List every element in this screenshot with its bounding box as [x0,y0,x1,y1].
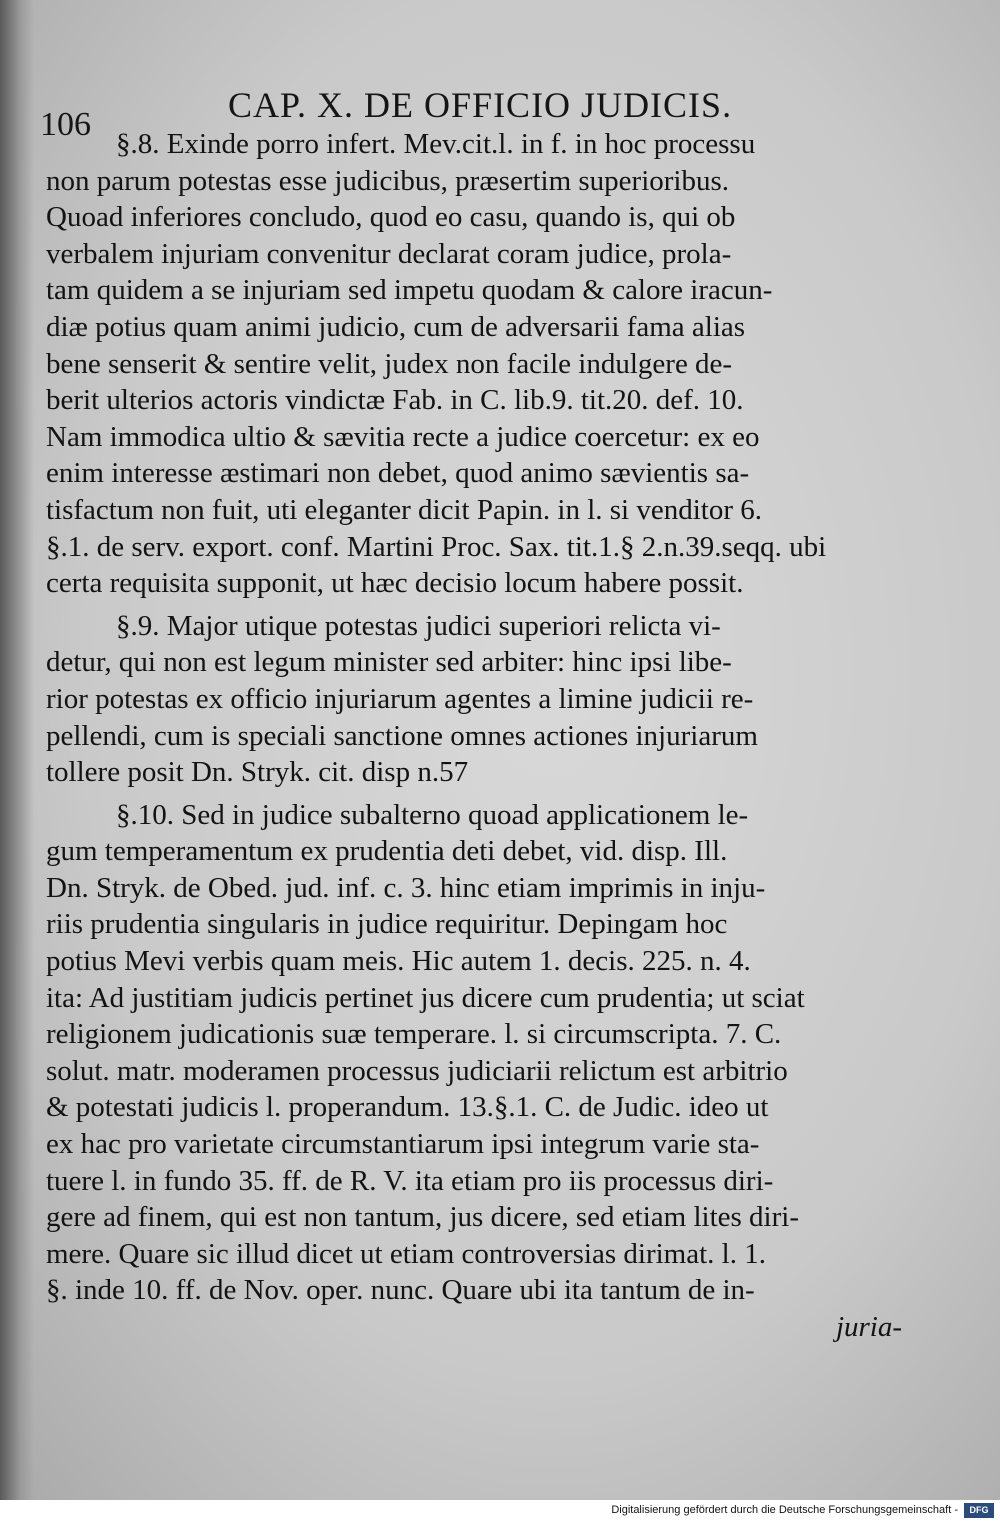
text-line: solut. matr. moderamen processus judiciarii relictum est arbitrio [46,1054,788,1087]
text-line: ita: Ad justitiam judicis pertinet jus dicere cum prudentia; ut sciat [46,981,805,1014]
text-line: ex hac pro varietate circumstantiarum ipsi integrum varie sta- [46,1128,760,1161]
text-line: tollere posit Dn. Stryk. cit. disp n.57 [46,756,469,789]
catchword: juria- [835,1311,902,1343]
text-line: §.10. Sed in judice subalterno quoad applicationem le- [116,798,749,831]
text-line: §.9. Major utique potestas judici superiori relicta vi- [116,609,721,642]
text-line: Nam immodica ultio & sævitia recte a judice coercetur: ex eo [46,420,760,453]
page-number: 106 [40,106,91,143]
text-line: gum temperamentum ex prudentia deti debet, vid. disp. Ill. [46,835,728,868]
dfg-logo-icon: DFG [964,1503,994,1518]
text-line: Quoad inferiores concludo, quod eo casu, quando is, qui ob [46,201,736,234]
text-line: verbalem injuriam convenitur declarat coram judice, prola- [46,237,732,270]
text-line: berit ulterios actoris vindictæ Fab. in C. lib.9. tit.20. def. 10. [46,384,744,417]
digitization-footer [0,1500,1000,1523]
footer-credit: Digitalisierung gefördert durch die Deutsche Forschungsgemeinschaft - [611,1504,958,1516]
text-line: §.1. de serv. export. conf. Martini Proc. Sax. tit.1.§ 2.n.39.seqq. ubi [46,530,827,563]
text-line: §. inde 10. ff. de Nov. oper. nunc. Quare ubi ita tantum de in- [46,1274,755,1307]
text-line: Dn. Stryk. de Obed. jud. inf. c. 3. hinc etiam imprimis in inju- [46,871,766,904]
text-line: mere. Quare sic illud dicet ut etiam controversias dirimat. l. 1. [46,1237,766,1270]
body-text [46,126,908,1346]
text-line: rior potestas ex officio injuriarum agentes a limine judicii re- [46,682,754,715]
text-line: tisfactum non fuit, uti eleganter dicit Papin. in l. si venditor 6. [46,493,763,526]
text-line: gere ad finem, qui est non tantum, jus dicere, sed etiam lites diri- [46,1201,799,1234]
text-line: & potestati judicis l. properandum. 13.§.1. C. de Judic. ideo ut [46,1091,769,1124]
text-line: diæ potius quam animi judicio, cum de adversarii fama alias [46,310,746,343]
text-line: tam quidem a se injuriam sed impetu quodam & calore iracun- [46,274,773,307]
running-head: CAP. X. DE OFFICIO JUDICIS. [228,85,733,125]
text-line: §.8. Exinde porro infert. Mev.cit.l. in f. in hoc processu [116,128,756,160]
text-line: religionem judicationis suæ temperare. l. si circumscripta. 7. C. [46,1018,782,1051]
text-line: riis prudentia singularis in judice requiritur. Depingam hoc [46,908,728,941]
binding-gutter-shadow [0,0,34,1500]
text-line: certa requisita supponit, ut hæc decisio locum habere possit. [46,567,744,600]
text-line: pellendi, cum is speciali sanctione omnes actiones injuriarum [46,719,758,752]
text-line: tuere l. in fundo 35. ff. de R. V. ita etiam pro iis processus diri- [46,1164,774,1197]
text-line: potius Mevi verbis quam meis. Hic autem 1. decis. 225. n. 4. [46,945,751,978]
text-line: detur, qui non est legum minister sed arbiter: hinc ipsi libe- [46,646,732,679]
text-line: bene senserit & sentire velit, judex non facile indulgere de- [46,347,733,380]
text-line: enim interesse æstimari non debet, quod animo sævientis sa- [46,457,750,490]
text-line: non parum potestas esse judicibus, præsertim superioribus. [46,164,730,197]
